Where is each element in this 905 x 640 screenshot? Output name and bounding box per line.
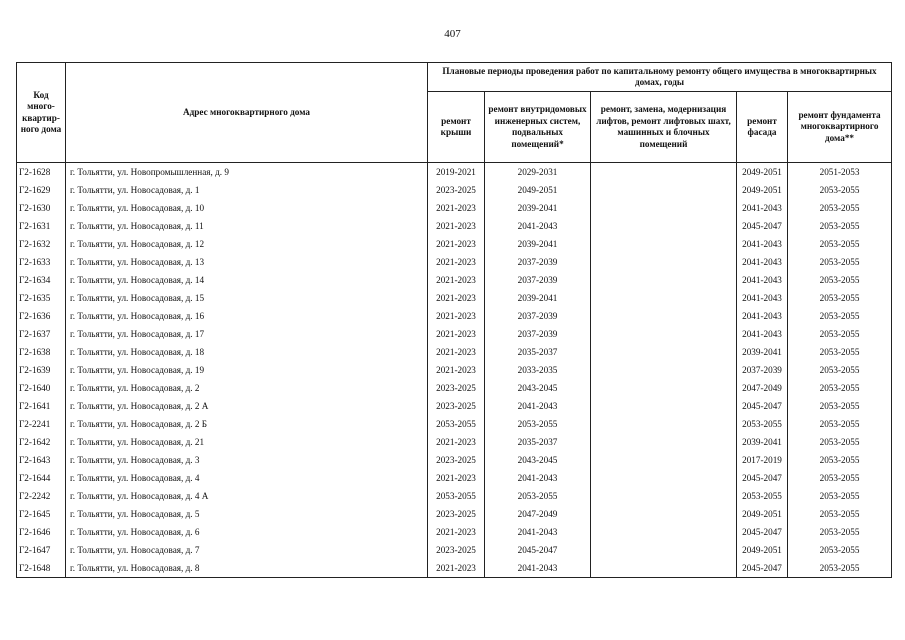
cell-systems: 2037-2039 <box>485 253 591 271</box>
cell-systems: 2037-2039 <box>485 325 591 343</box>
cell-roof: 2021-2023 <box>428 253 485 271</box>
cell-facade: 2037-2039 <box>737 361 788 379</box>
cell-code: Г2-1648 <box>17 559 66 578</box>
cell-code: Г2-1645 <box>17 505 66 523</box>
cell-systems: 2035-2037 <box>485 433 591 451</box>
cell-address: г. Тольятти, ул. Новосадовая, д. 11 <box>66 217 428 235</box>
cell-address: г. Тольятти, ул. Новосадовая, д. 16 <box>66 307 428 325</box>
cell-code: Г2-1636 <box>17 307 66 325</box>
table-row <box>17 199 892 217</box>
cell-foundation: 2053-2055 <box>788 199 892 217</box>
cell-code: Г2-1632 <box>17 235 66 253</box>
header-systems: ремонт внутридомовых инженерных систем, подвальных помещений* <box>485 92 591 163</box>
table-row <box>17 505 892 523</box>
cell-facade: 2039-2041 <box>737 433 788 451</box>
header-lifts: ремонт, замена, модернизация лифтов, ремонт лифтовых шахт, машинных и блочных помещений <box>591 92 737 163</box>
cell-lifts <box>591 163 737 182</box>
cell-systems: 2043-2045 <box>485 379 591 397</box>
cell-lifts <box>591 343 737 361</box>
cell-code: Г2-1644 <box>17 469 66 487</box>
cell-roof: 2021-2023 <box>428 235 485 253</box>
header-facade: ремонт фасада <box>737 92 788 163</box>
cell-roof: 2021-2023 <box>428 559 485 578</box>
cell-facade: 2041-2043 <box>737 253 788 271</box>
cell-lifts <box>591 181 737 199</box>
table-row <box>17 379 892 397</box>
cell-roof: 2021-2023 <box>428 271 485 289</box>
cell-foundation: 2053-2055 <box>788 433 892 451</box>
cell-address: г. Тольятти, ул. Новосадовая, д. 4 А <box>66 487 428 505</box>
cell-roof: 2021-2023 <box>428 433 485 451</box>
cell-roof: 2023-2025 <box>428 379 485 397</box>
cell-foundation: 2051-2053 <box>788 163 892 182</box>
cell-address: г. Тольятти, ул. Новосадовая, д. 13 <box>66 253 428 271</box>
cell-systems: 2041-2043 <box>485 397 591 415</box>
cell-facade: 2045-2047 <box>737 469 788 487</box>
cell-lifts <box>591 523 737 541</box>
cell-roof: 2021-2023 <box>428 289 485 307</box>
cell-code: Г2-1635 <box>17 289 66 307</box>
cell-roof: 2021-2023 <box>428 307 485 325</box>
cell-systems: 2041-2043 <box>485 559 591 578</box>
cell-lifts <box>591 451 737 469</box>
cell-roof: 2019-2021 <box>428 163 485 182</box>
cell-address: г. Тольятти, ул. Новосадовая, д. 2 <box>66 379 428 397</box>
table-row <box>17 253 892 271</box>
cell-address: г. Тольятти, ул. Новосадовая, д. 3 <box>66 451 428 469</box>
table-row <box>17 523 892 541</box>
cell-facade: 2045-2047 <box>737 523 788 541</box>
cell-lifts <box>591 325 737 343</box>
table-body <box>17 163 892 578</box>
cell-code: Г2-1638 <box>17 343 66 361</box>
cell-lifts <box>591 541 737 559</box>
cell-facade: 2041-2043 <box>737 235 788 253</box>
cell-code: Г2-1637 <box>17 325 66 343</box>
cell-foundation: 2053-2055 <box>788 397 892 415</box>
cell-roof: 2021-2023 <box>428 523 485 541</box>
cell-lifts <box>591 361 737 379</box>
cell-lifts <box>591 505 737 523</box>
header-roof: ремонт крыши <box>428 92 485 163</box>
header-foundation: ремонт фундамента многоквартирного дома** <box>788 92 892 163</box>
cell-address: г. Тольятти, ул. Новопромышленная, д. 9 <box>66 163 428 182</box>
cell-foundation: 2053-2055 <box>788 487 892 505</box>
cell-facade: 2041-2043 <box>737 199 788 217</box>
cell-systems: 2041-2043 <box>485 523 591 541</box>
repair-schedule-table <box>16 62 892 578</box>
cell-foundation: 2053-2055 <box>788 505 892 523</box>
cell-address: г. Тольятти, ул. Новосадовая, д. 19 <box>66 361 428 379</box>
cell-facade: 2049-2051 <box>737 541 788 559</box>
cell-facade: 2041-2043 <box>737 271 788 289</box>
cell-facade: 2049-2051 <box>737 163 788 182</box>
cell-address: г. Тольятти, ул. Новосадовая, д. 14 <box>66 271 428 289</box>
cell-systems: 2045-2047 <box>485 541 591 559</box>
cell-facade: 2053-2055 <box>737 487 788 505</box>
cell-foundation: 2053-2055 <box>788 451 892 469</box>
cell-systems: 2039-2041 <box>485 289 591 307</box>
cell-lifts <box>591 217 737 235</box>
cell-address: г. Тольятти, ул. Новосадовая, д. 2 Б <box>66 415 428 433</box>
cell-code: Г2-1631 <box>17 217 66 235</box>
table-row <box>17 307 892 325</box>
table-row <box>17 469 892 487</box>
cell-lifts <box>591 379 737 397</box>
cell-facade: 2049-2051 <box>737 181 788 199</box>
cell-roof: 2021-2023 <box>428 469 485 487</box>
cell-code: Г2-1642 <box>17 433 66 451</box>
cell-lifts <box>591 199 737 217</box>
cell-foundation: 2053-2055 <box>788 289 892 307</box>
table-row <box>17 397 892 415</box>
cell-foundation: 2053-2055 <box>788 469 892 487</box>
cell-systems: 2029-2031 <box>485 163 591 182</box>
cell-address: г. Тольятти, ул. Новосадовая, д. 17 <box>66 325 428 343</box>
cell-foundation: 2053-2055 <box>788 325 892 343</box>
cell-code: Г2-2241 <box>17 415 66 433</box>
cell-roof: 2021-2023 <box>428 325 485 343</box>
cell-systems: 2053-2055 <box>485 415 591 433</box>
cell-facade: 2047-2049 <box>737 379 788 397</box>
cell-foundation: 2053-2055 <box>788 559 892 578</box>
cell-facade: 2053-2055 <box>737 415 788 433</box>
cell-roof: 2023-2025 <box>428 397 485 415</box>
cell-foundation: 2053-2055 <box>788 253 892 271</box>
cell-systems: 2037-2039 <box>485 271 591 289</box>
cell-address: г. Тольятти, ул. Новосадовая, д. 1 <box>66 181 428 199</box>
cell-lifts <box>591 271 737 289</box>
cell-code: Г2-1633 <box>17 253 66 271</box>
cell-systems: 2041-2043 <box>485 469 591 487</box>
cell-foundation: 2053-2055 <box>788 541 892 559</box>
table-row <box>17 217 892 235</box>
cell-address: г. Тольятти, ул. Новосадовая, д. 4 <box>66 469 428 487</box>
cell-address: г. Тольятти, ул. Новосадовая, д. 8 <box>66 559 428 578</box>
cell-facade: 2045-2047 <box>737 217 788 235</box>
cell-foundation: 2053-2055 <box>788 379 892 397</box>
cell-lifts <box>591 559 737 578</box>
cell-foundation: 2053-2055 <box>788 523 892 541</box>
table-row <box>17 181 892 199</box>
cell-code: Г2-1643 <box>17 451 66 469</box>
cell-lifts <box>591 289 737 307</box>
cell-facade: 2041-2043 <box>737 325 788 343</box>
cell-code: Г2-2242 <box>17 487 66 505</box>
cell-systems: 2047-2049 <box>485 505 591 523</box>
cell-lifts <box>591 487 737 505</box>
cell-roof: 2021-2023 <box>428 217 485 235</box>
cell-address: г. Тольятти, ул. Новосадовая, д. 21 <box>66 433 428 451</box>
cell-systems: 2033-2035 <box>485 361 591 379</box>
cell-roof: 2053-2055 <box>428 487 485 505</box>
cell-code: Г2-1634 <box>17 271 66 289</box>
cell-facade: 2041-2043 <box>737 307 788 325</box>
table-row <box>17 451 892 469</box>
table-row <box>17 163 892 182</box>
cell-code: Г2-1628 <box>17 163 66 182</box>
cell-address: г. Тольятти, ул. Новосадовая, д. 5 <box>66 505 428 523</box>
cell-address: г. Тольятти, ул. Новосадовая, д. 18 <box>66 343 428 361</box>
cell-roof: 2023-2025 <box>428 505 485 523</box>
cell-code: Г2-1639 <box>17 361 66 379</box>
cell-roof: 2021-2023 <box>428 361 485 379</box>
cell-address: г. Тольятти, ул. Новосадовая, д. 2 А <box>66 397 428 415</box>
cell-code: Г2-1641 <box>17 397 66 415</box>
cell-foundation: 2053-2055 <box>788 361 892 379</box>
table-row <box>17 271 892 289</box>
cell-code: Г2-1630 <box>17 199 66 217</box>
table-row <box>17 559 892 578</box>
table-row <box>17 235 892 253</box>
cell-foundation: 2053-2055 <box>788 235 892 253</box>
cell-facade: 2045-2047 <box>737 397 788 415</box>
cell-lifts <box>591 253 737 271</box>
cell-lifts <box>591 307 737 325</box>
page-number: 407 <box>444 28 461 40</box>
cell-systems: 2043-2045 <box>485 451 591 469</box>
table-row <box>17 325 892 343</box>
table-row <box>17 541 892 559</box>
cell-lifts <box>591 235 737 253</box>
cell-systems: 2049-2051 <box>485 181 591 199</box>
header-group: Плановые периоды проведения работ по капитальному ремонту общего имущества в многоквартирных домах, годы <box>428 63 892 92</box>
cell-foundation: 2053-2055 <box>788 415 892 433</box>
cell-code: Г2-1629 <box>17 181 66 199</box>
cell-roof: 2021-2023 <box>428 343 485 361</box>
cell-address: г. Тольятти, ул. Новосадовая, д. 15 <box>66 289 428 307</box>
cell-address: г. Тольятти, ул. Новосадовая, д. 6 <box>66 523 428 541</box>
table-row <box>17 289 892 307</box>
table-row <box>17 361 892 379</box>
cell-address: г. Тольятти, ул. Новосадовая, д. 10 <box>66 199 428 217</box>
header-code: Код много-квартир-ного дома <box>17 63 66 163</box>
cell-systems: 2035-2037 <box>485 343 591 361</box>
cell-lifts <box>591 415 737 433</box>
cell-facade: 2049-2051 <box>737 505 788 523</box>
cell-code: Г2-1646 <box>17 523 66 541</box>
cell-lifts <box>591 397 737 415</box>
cell-code: Г2-1640 <box>17 379 66 397</box>
table-row <box>17 487 892 505</box>
table-row <box>17 433 892 451</box>
cell-facade: 2041-2043 <box>737 289 788 307</box>
cell-roof: 2023-2025 <box>428 541 485 559</box>
cell-code: Г2-1647 <box>17 541 66 559</box>
cell-roof: 2021-2023 <box>428 199 485 217</box>
cell-facade: 2045-2047 <box>737 559 788 578</box>
cell-address: г. Тольятти, ул. Новосадовая, д. 7 <box>66 541 428 559</box>
table-row <box>17 415 892 433</box>
cell-foundation: 2053-2055 <box>788 181 892 199</box>
cell-systems: 2037-2039 <box>485 307 591 325</box>
cell-facade: 2039-2041 <box>737 343 788 361</box>
cell-systems: 2039-2041 <box>485 235 591 253</box>
cell-foundation: 2053-2055 <box>788 271 892 289</box>
cell-address: г. Тольятти, ул. Новосадовая, д. 12 <box>66 235 428 253</box>
cell-foundation: 2053-2055 <box>788 217 892 235</box>
cell-systems: 2039-2041 <box>485 199 591 217</box>
cell-roof: 2023-2025 <box>428 451 485 469</box>
header-address: Адрес многоквартирного дома <box>66 63 428 163</box>
table-row <box>17 343 892 361</box>
cell-facade: 2017-2019 <box>737 451 788 469</box>
cell-lifts <box>591 469 737 487</box>
cell-systems: 2053-2055 <box>485 487 591 505</box>
cell-roof: 2053-2055 <box>428 415 485 433</box>
cell-systems: 2041-2043 <box>485 217 591 235</box>
cell-roof: 2023-2025 <box>428 181 485 199</box>
cell-foundation: 2053-2055 <box>788 307 892 325</box>
cell-lifts <box>591 433 737 451</box>
cell-foundation: 2053-2055 <box>788 343 892 361</box>
